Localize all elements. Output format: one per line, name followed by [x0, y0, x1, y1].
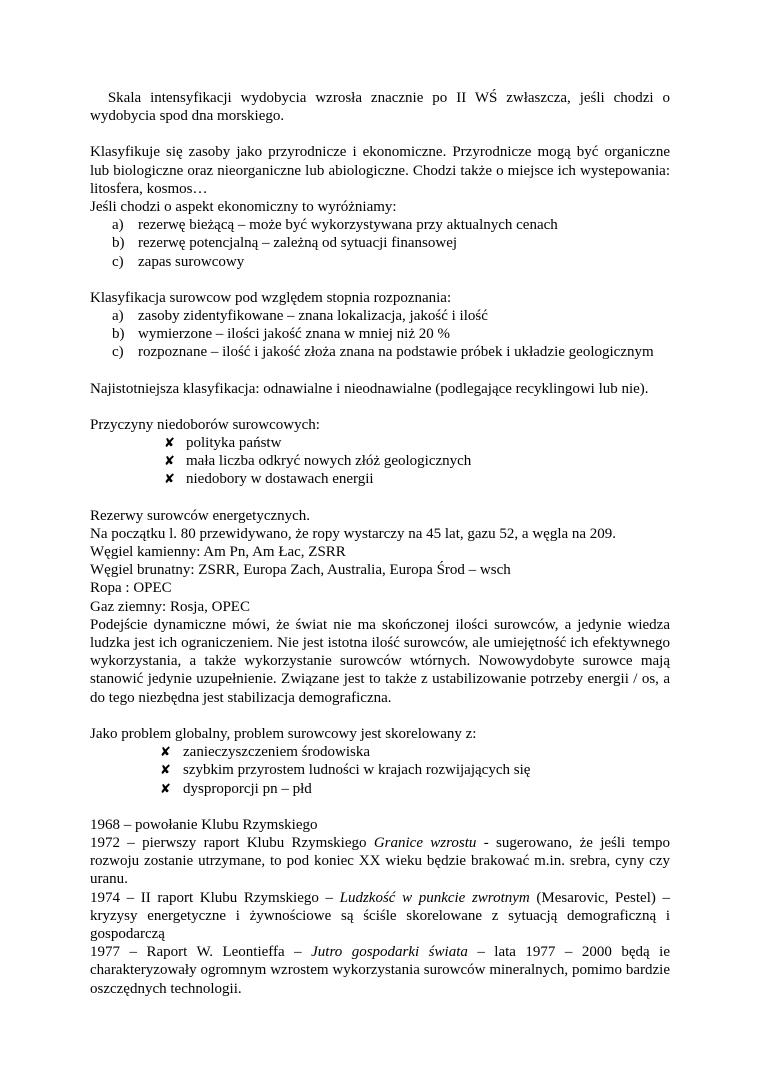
timeline-1977: 1977 – Raport W. Leontieffa – Jutro gospodarki świata – lata 1977 – 2000 będą ie charakteryzowały ogromnym wzrostem wykorzystania surowców mineralnych, pomimo bardzie oszczędnych technologii.: [90, 944, 670, 997]
gas-line: Gaz ziemny: Rosja, OPEC: [90, 598, 250, 615]
list-item: a) zasoby zidentyfikowane – znana lokalizacja, jakość i ilość: [112, 308, 488, 325]
list-item: ✘ szybkim przyrostem ludności w krajach rozwijających się: [160, 762, 531, 779]
list-item: b) wymierzone – ilości jakość znana w mniej niż 20 %: [112, 326, 450, 343]
energy-reserves-heading: Rezerwy surowców energetycznych.: [90, 507, 311, 524]
economic-aspect-list: [90, 216, 670, 271]
shortages-list: [90, 434, 670, 489]
list-item: c) zapas surowcowy: [112, 253, 245, 270]
cross-bullet-icon: ✘: [164, 453, 175, 469]
list-item: ✘ zanieczyszczeniem środowiska: [160, 744, 370, 761]
list-item: ✘ niedobory w dostawach energii: [164, 471, 374, 488]
list-item: a) rezerwę bieżącą – może być wykorzystywana przy aktualnych cenach: [112, 217, 558, 234]
document-body: [90, 89, 670, 998]
list-item: b) rezerwę potencjalną – zależną od sytuacji finansowej: [112, 235, 458, 252]
recognition-list: [90, 307, 670, 362]
list-item: ✘ mała liczba odkryć nowych złóż geologicznych: [164, 453, 472, 470]
hard-coal-line: Węgiel kamienny: Am Pn, Am Łac, ZSRR: [90, 544, 346, 561]
timeline-1972: 1972 – pierwszy raport Klubu Rzymskiego Granice wzrostu - sugerowano, że jeśli tempo rozwoju zostanie utrzymane, to pod koniec XX wieku będzie brakować m.in. srebra, cyny czy uranu.: [90, 834, 671, 888]
cross-bullet-icon: ✘: [164, 435, 175, 451]
lignite-line: Węgiel brunatny: ZSRR, Europa Zach, Australia, Europa Środ – wsch: [90, 562, 511, 579]
main-classification: Najistotniejsza klasyfikacja: odnawialne i nieodnawialne (podlegające recyklingowi lub nie).: [90, 380, 649, 397]
list-item: c) rozpoznane – ilość i jakość złoża znana na podstawie próbek i układzie geologicznym: [112, 344, 654, 361]
oil-line: Ropa : OPEC: [90, 580, 172, 597]
intro-paragraph: Skala intensyfikacji wydobycia wzrosła znacznie po II WŚ zwłaszcza, jeśli chodzi o wydobycia spod dna morskiego.: [90, 90, 670, 125]
timeline-1974: 1974 – II raport Klubu Rzymskiego – Ludzkość w punkcie zwrotnym (Mesarovic, Pestel) – kryzysy energetyczne i żywnościowe są ściśle skorelowane z sytuacją demograficzną i gospodarczą: [90, 889, 670, 942]
dynamic-approach-paragraph: Podejście dynamiczne mówi, że świat nie ma skończonej ilości surowców, a jedynie wiedza ludzka jest ich ograniczeniem. Nie jest istotna ilość surowców, ale umiejętność ich efektywnego wykorzystania, a także wykorzystanie surowców wtórnych. Nowowydobyte surowce mają stanowić jedynie uzupełnienie. Związane jest to także z ustabilizowanie potrzeby energii / os, a do tego niezbędna jest stabilizacja demograficzna.: [90, 616, 670, 706]
recognition-heading: Klasyfikacja surowcow pod względem stopnia rozpoznania:: [90, 289, 452, 306]
global-problem-heading: Jako problem globalny, problem surowcowy jest skorelowany z:: [90, 725, 477, 742]
list-item: ✘ dysproporcji pn – płd: [160, 780, 312, 797]
list-item: ✘ polityka państw: [164, 435, 282, 452]
timeline-1968: 1968 – powołanie Klubu Rzymskiego: [90, 816, 318, 833]
economic-aspect-heading: Jeśli chodzi o aspekt ekonomiczny to wyróżniamy:: [90, 199, 397, 216]
classification-paragraph: Klasyfikuje się zasoby jako przyrodnicze i ekonomiczne. Przyrodnicze mogą być organiczne lub biologiczne oraz nieorganiczne lub abiologiczne. Chodzi także o miejsce ich wystepowania: litosfera, kosmos…: [90, 144, 670, 197]
shortages-heading: Przyczyny niedoborów surowcowych:: [90, 416, 320, 433]
global-problem-list: [90, 743, 670, 798]
cross-bullet-icon: ✘: [164, 471, 175, 487]
forecast-line: Na początku l. 80 przewidywano, że ropy wystarczy na 45 lat, gazu 52, a węgla na 209.: [90, 525, 617, 542]
cross-bullet-icon: ✘: [160, 780, 171, 796]
cross-bullet-icon: ✘: [160, 762, 171, 778]
cross-bullet-icon: ✘: [160, 744, 171, 760]
